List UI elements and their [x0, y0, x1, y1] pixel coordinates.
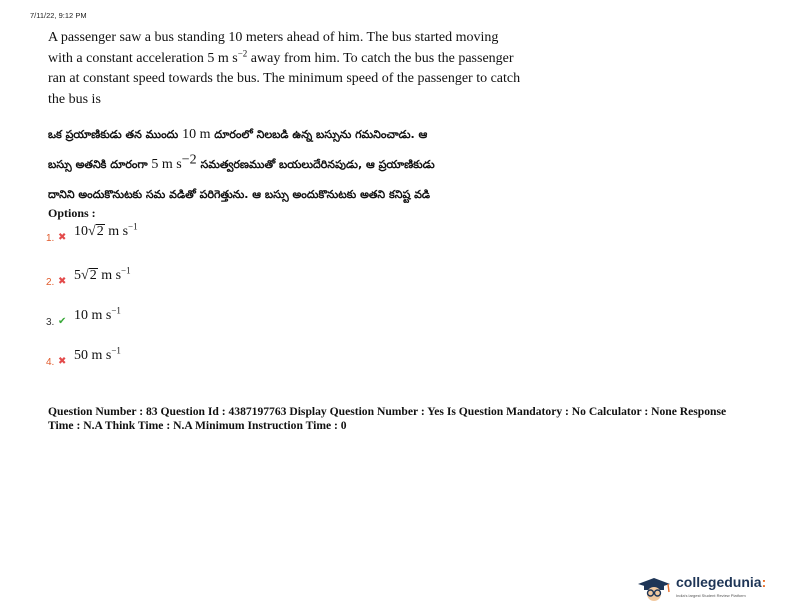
- question-te-acceleration: 5 m s: [151, 157, 182, 172]
- question-te-line-1b: దూరంలో నిలబడి ఉన్న బస్సును గమనించాడు. ఆ: [210, 128, 428, 141]
- option-number: 2.: [46, 277, 55, 288]
- question-en-line-3: ran at constant speed towards the bus. The minimum speed of the passenger to catch: [48, 71, 521, 86]
- cross-icon: ✖: [58, 232, 67, 243]
- timestamp: 7/11/22, 9:12 PM: [30, 11, 87, 20]
- option-exponent: −1: [121, 265, 131, 276]
- option-unit: m s: [104, 224, 129, 239]
- option-text: 10√2 m $s^{-1}$: [74, 221, 138, 239]
- option-radicand: 2: [89, 268, 97, 283]
- question-en-line-2a: with a constant acceleration 5 m s: [48, 50, 238, 66]
- question-en-line-1: A passenger saw a bus standing 10 meters ahead of him. The bus started moving: [48, 30, 499, 45]
- acceleration-exponent: −2: [237, 47, 248, 58]
- metadata-line-2: Time : N.A Think Time : N.A Minimum Instruction Time : 0: [48, 419, 347, 432]
- option-unit: m s: [97, 268, 122, 283]
- question-text-english: [48, 28, 578, 110]
- question-te-distance: 10 m: [182, 127, 211, 142]
- brand-name: [676, 574, 766, 590]
- cross-icon: ✖: [58, 276, 67, 287]
- option-exponent: −1: [128, 221, 138, 232]
- option-coefficient: 10: [74, 224, 88, 239]
- option-number: 1.: [46, 233, 55, 244]
- question-te-line-1a: ఒక ప్రయాణికుడు తన ముందు: [48, 128, 183, 141]
- option-number: 3.: [46, 317, 55, 328]
- collegedunia-logo: [632, 572, 792, 604]
- cross-icon: ✖: [58, 356, 67, 367]
- brand-dot: :: [761, 574, 767, 590]
- option-coefficient: 50: [74, 348, 88, 363]
- question-metadata: [48, 405, 758, 433]
- option-text: [74, 345, 121, 364]
- brand-tagline: India's largest Student Review Platform: [676, 593, 746, 598]
- question-te-line-3: దానిని అందుకొనుటకు సమ వడితో పరిగెత్తును. ఆ బస్సు అందుకొనుటకు అతని కనిష్ట వడి: [48, 188, 431, 201]
- question-en-line-4: the bus is: [48, 91, 101, 107]
- question-en-line-2b: away from him. To catch the bus the passenger: [247, 50, 514, 66]
- option-text: 5√2 m $s^{-1}$: [74, 265, 131, 283]
- question-te-line-2b: సమత్వరణముతో బయలుదేరినపుడు, ఆ ప్రయాణికుడు: [196, 158, 435, 171]
- question-te-line-2a: బస్సు అతనికి దూరంగా: [48, 158, 152, 171]
- question-te-exponent: −2: [181, 152, 197, 168]
- option-unit: m s: [88, 308, 112, 323]
- option-coefficient: 5: [74, 268, 81, 283]
- option-number: 4.: [46, 357, 55, 368]
- option-exponent: −1: [111, 305, 121, 316]
- option-text: [74, 305, 121, 324]
- check-icon: ✔: [58, 316, 67, 327]
- question-text-telugu: [48, 120, 588, 210]
- options-heading: Options :: [48, 206, 96, 220]
- option-unit: m s: [88, 348, 112, 363]
- metadata-line-1: Question Number : 83 Question Id : 4387197763 Display Question Number : Yes Is Question Mandatory : No Calculator : None Response: [48, 405, 727, 418]
- graduate-mascot-icon: [634, 576, 674, 602]
- option-exponent: −1: [111, 345, 121, 356]
- option-coefficient: 10: [74, 308, 88, 323]
- option-radicand: 2: [96, 224, 104, 239]
- brand-name-text: collegedunia: [676, 574, 762, 590]
